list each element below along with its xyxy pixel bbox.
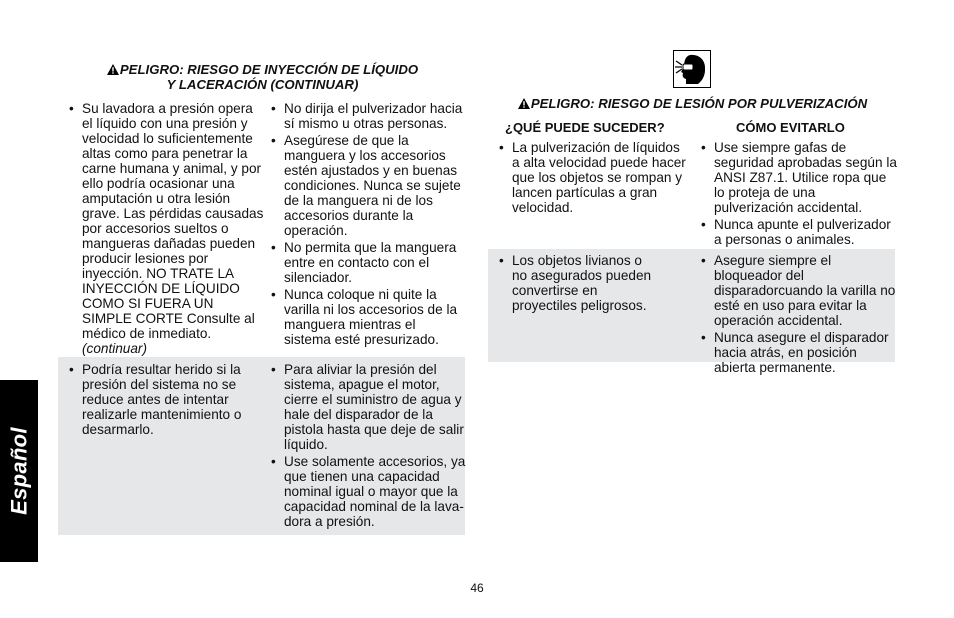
right-row2-col2 xyxy=(700,253,898,377)
warning-triangle-icon xyxy=(107,64,119,75)
list-item: • La pulverización de líquidos a alta velocidad puede hacer que los objetos se rompan y lancen partículas a gran velocidad. xyxy=(498,140,688,215)
left-heading-line1: PELIGRO: RIESGO DE INYECCIÓN DE LÍQUIDO xyxy=(119,62,419,77)
column-header-how-to-avoid: CÓMO EVITARLO xyxy=(736,120,845,135)
list-item: • Nunca asegure el disparador hacia atrás, en posición abierta permanente. xyxy=(700,330,898,375)
left-row1-col1 xyxy=(68,101,264,358)
left-row2-col2 xyxy=(270,362,466,531)
left-section-heading xyxy=(60,62,465,92)
left-row1-col2 xyxy=(270,101,466,349)
left-heading-line2: Y LACERACIÓN (CONTINUAR) xyxy=(166,77,359,92)
list-item: • Los objetos livianos o no asegurados pueden convertirse en proyectiles peligrosos. xyxy=(498,253,658,313)
page-number: 46 xyxy=(470,581,484,595)
left-row2-col1 xyxy=(68,362,264,439)
warning-triangle-icon xyxy=(518,98,530,109)
list-item: • Para aliviar la presión del sistema, apague el motor, cierre el suministro de agua y hale del disparador de la pistola hasta que deje de salir líquido. xyxy=(270,362,466,452)
right-row1-col2 xyxy=(700,140,898,249)
list-item: • Asegure siempre el bloqueador del disparadorcuando la varilla no esté en uso para evitar la operación accidental. xyxy=(700,253,898,328)
list-item: • Asegúrese de que la manguera y los accesorios estén ajustados y en buenas condiciones. Nunca se sujete de la manguera ni de los accesorios durante la operación. xyxy=(270,133,466,238)
right-row1-col1 xyxy=(498,140,688,217)
list-item: • Nunca coloque ni quite la varilla ni los accesorios de la manguera mientras el sistema esté presurizado. xyxy=(270,287,466,347)
continued-note: (continuar) xyxy=(82,341,147,356)
right-section-heading xyxy=(500,96,885,111)
right-heading-text: PELIGRO: RIESGO DE LESIÓN POR PULVERIZACIÓN xyxy=(530,96,868,111)
list-item: • Nunca apunte el pulverizador a personas o animales. xyxy=(700,217,898,247)
list-item: • Use solamente accesorios, ya que tienen una capacidad nominal igual o mayor que la capacidad nominal de la lava- dora a presión. xyxy=(270,454,466,529)
column-header-what-happens: ¿QUÉ PUEDE SUCEDER? xyxy=(505,120,665,135)
list-item: • Podría resultar herido si la presión del sistema no se reduce antes de intentar realizarle mantenimiento o desarmarlo. xyxy=(68,362,264,437)
list-item: • Su lavadora a presión opera el líquido con una presión y velocidad lo suficientemente altas como para penetrar la carne humana y animal, y por ello podría ocasionar una amputación u otra lesión grave. Las pérdidas causadas por accesorios sueltos o mangueras dañadas pueden producir lesiones por inyección. NO TRATE LA INYECCIÓN DE LÍQUIDO COMO SI FUERA UN SIMPLE CORTE Consulte al médico de inmediato. (continuar) xyxy=(68,101,264,356)
list-item: • No dirija el pulverizador hacia sí mismo u otras personas. xyxy=(270,101,466,131)
face-shield-spray-icon xyxy=(673,50,711,88)
right-row2-col1 xyxy=(498,253,658,315)
language-tab xyxy=(0,380,38,562)
language-tab-label: Español xyxy=(6,427,32,515)
list-item: • Use siempre gafas de seguridad aprobadas según la ANSI Z87.1. Utilice ropa que lo proteja de una pulverización accidental. xyxy=(700,140,898,215)
list-item: • No permita que la manguera entre en contacto con el silenciador. xyxy=(270,240,466,285)
